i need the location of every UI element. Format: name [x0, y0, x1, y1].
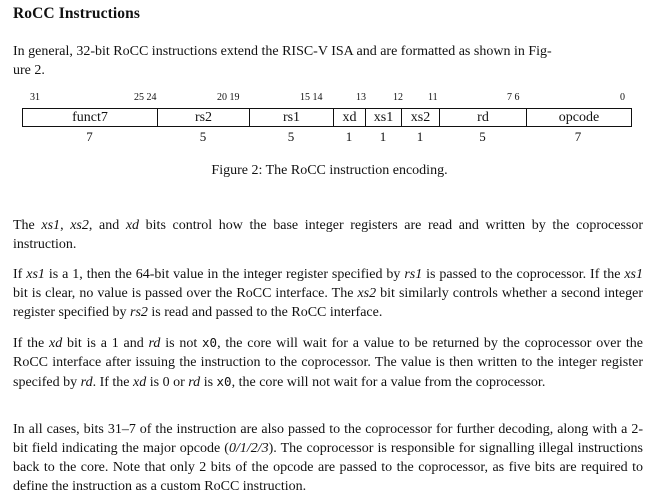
- text-span: bit is a 1 and: [62, 336, 149, 351]
- field-opcode: opcode: [558, 110, 600, 125]
- text-span: ,: [60, 218, 71, 233]
- figure-caption: Figure 2: The RoCC instruction encoding.: [211, 163, 448, 178]
- bit-position-20-19: 20 19: [217, 92, 240, 103]
- bit-position-12: 12: [393, 92, 403, 103]
- text-span: . If the: [92, 375, 134, 390]
- bit-position-13: 13: [356, 92, 366, 103]
- var-rd: rd: [148, 336, 161, 351]
- field-xs1: xs1: [366, 109, 402, 126]
- text-span: ). The coprocessor is responsible for signalling illegal instructions back to the core. Note that only 2 bits of the opcode are passed to the coprocessor, as five bits are required to define the instruction as a custom RoCC instruction.: [13, 441, 643, 494]
- var-rd: rd: [80, 375, 93, 390]
- bit-position-15-14: 15 14: [300, 92, 323, 103]
- text-span: , the core will not wait for a value from the coprocessor.: [231, 375, 546, 390]
- text-span: is a 1, then the 64-bit value in the integer register specified by: [44, 267, 405, 282]
- width-xs1: 1: [379, 129, 387, 144]
- field-rs2: rs2: [158, 109, 250, 126]
- bit-position-11: 11: [428, 92, 438, 103]
- field-rd: rd: [440, 109, 527, 126]
- bit-position-0: 0: [620, 92, 625, 103]
- intro-line-1: In general, 32-bit RoCC instructions extend the RISC-V ISA and are formatted as shown in Fig-: [13, 44, 552, 59]
- var-xs2: xs2: [357, 286, 377, 301]
- width-opcode: 7: [574, 129, 582, 144]
- text-span: is read and passed to the RoCC interface.: [147, 305, 383, 320]
- var-xs1: xs1: [624, 267, 644, 282]
- var-xd: xd: [125, 218, 140, 233]
- intro-line-2: ure 2.: [13, 63, 45, 78]
- encoding-row: [22, 108, 632, 127]
- var-major-opcode: 0/1/2/3: [228, 441, 269, 456]
- var-xs1: xs1: [26, 267, 45, 282]
- field-rs1: rs1: [250, 109, 334, 126]
- code-x0: x0: [202, 335, 218, 350]
- var-rs2: rs2: [130, 305, 148, 320]
- intro-paragraph: [13, 42, 643, 80]
- field-xd: xd: [334, 109, 366, 126]
- text-span: If: [13, 267, 27, 282]
- width-rs1: 5: [287, 129, 295, 144]
- width-rd: 5: [479, 129, 486, 144]
- width-funct7: 7: [86, 129, 93, 144]
- var-xd: xd: [49, 336, 63, 351]
- text-span: is not: [160, 336, 203, 351]
- width-xs2: 1: [416, 129, 424, 144]
- var-xs2: xs2: [70, 218, 89, 233]
- paragraph-register-bits: [13, 216, 643, 254]
- paragraph-source-registers: [13, 265, 643, 322]
- text-span: In all cases, bits 31–7 of the instruction are also passed to the coprocessor for further decoding, along with a 2-bit field indicating the major opcode (: [13, 422, 643, 456]
- field-funct7: funct7: [23, 109, 158, 126]
- var-rd: rd: [188, 375, 201, 390]
- bit-position-31: 31: [30, 92, 40, 103]
- text-span: is: [200, 375, 217, 390]
- text-span: bit similarly controls whether a second integer register specified by: [13, 286, 643, 320]
- text-span: is passed to the coprocessor. If the: [422, 267, 625, 282]
- var-xd: xd: [133, 375, 147, 390]
- width-xd: 1: [345, 129, 353, 144]
- width-rs2: 5: [199, 129, 207, 144]
- field-xs2: xs2: [402, 109, 440, 126]
- var-rs1: rs1: [404, 267, 423, 282]
- paragraph-opcode-passing: [13, 420, 643, 496]
- bit-position-7-6: 7 6: [507, 92, 520, 103]
- text-span: is 0 or: [146, 375, 189, 390]
- text-span: The: [13, 218, 42, 233]
- section-title: RoCC Instructions: [13, 5, 141, 22]
- code-x0: x0: [216, 374, 232, 389]
- bit-position-25-24: 25 24: [134, 92, 157, 103]
- paragraph-destination-register: [13, 333, 643, 392]
- text-span: , the core will wait for a value to be returned by the coprocessor over the RoCC interface after issuing the instruction to the coprocessor. The value is then written to the integer register specifed by: [13, 336, 643, 390]
- text-span: bits control how the base integer registers are read and written by the coprocessor instruction.: [13, 218, 644, 252]
- text-span: , and: [88, 218, 126, 233]
- text-span: bit is clear, no value is passed over the RoCC interface. The: [13, 286, 358, 301]
- var-xs1: xs1: [41, 218, 61, 233]
- text-span: If the: [13, 336, 49, 351]
